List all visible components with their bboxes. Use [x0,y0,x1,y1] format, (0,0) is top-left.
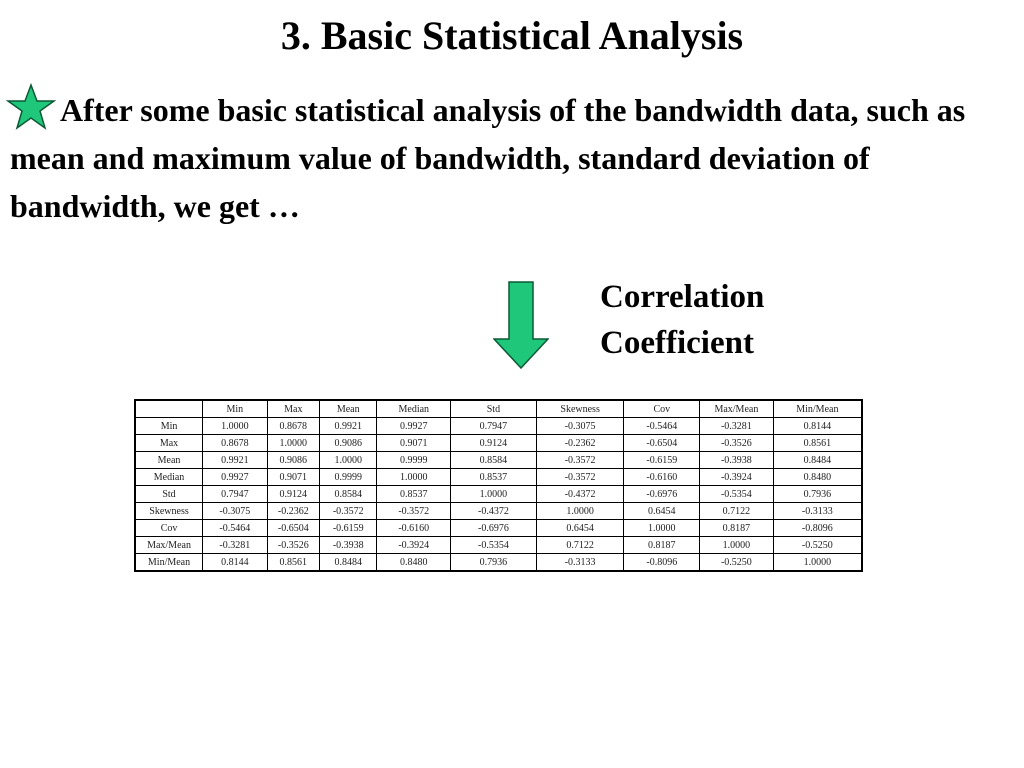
table-cell: 0.9086 [267,452,319,469]
table-cell: 1.0000 [320,452,377,469]
table-row [135,452,862,469]
table-row [135,537,862,554]
table-cell: -0.3572 [377,503,451,520]
table-cell: 0.7936 [773,486,862,503]
table-cell: 0.8678 [267,418,319,435]
table-cell: -0.6160 [377,520,451,537]
column-header: Min [203,400,268,418]
correlation-table [134,399,863,572]
table-cell: -0.3075 [536,418,624,435]
table-cell: -0.3572 [536,452,624,469]
column-header: Max/Mean [700,400,774,418]
table-row [135,469,862,486]
table-cell: 0.8537 [451,469,537,486]
table-cell: -0.3572 [320,503,377,520]
table-cell: -0.5464 [203,520,268,537]
table-cell: -0.3133 [536,554,624,572]
table-cell: 0.8187 [624,537,700,554]
row-header: Skewness [135,503,203,520]
table-header-row [135,400,862,418]
table-cell: 0.9124 [451,435,537,452]
table-cell: -0.3075 [203,503,268,520]
table-cell: 0.8584 [320,486,377,503]
table-cell: -0.3526 [700,435,774,452]
table-cell: -0.6504 [267,520,319,537]
table-cell: -0.3938 [700,452,774,469]
row-header: Cov [135,520,203,537]
table-cell: 0.8561 [773,435,862,452]
table-cell: 0.8678 [203,435,268,452]
table-cell: 0.9086 [320,435,377,452]
column-header: Median [377,400,451,418]
table-cell: -0.8096 [624,554,700,572]
table-cell: -0.6159 [624,452,700,469]
table-corner-cell [135,400,203,418]
table-cell: -0.3133 [773,503,862,520]
table-row [135,435,862,452]
table-cell: 0.6454 [624,503,700,520]
table-cell: 0.8484 [773,452,862,469]
column-header: Min/Mean [773,400,862,418]
table-cell: -0.6976 [624,486,700,503]
table-cell: 1.0000 [700,537,774,554]
label-line-2: Coefficient [600,325,754,361]
table-cell: 1.0000 [624,520,700,537]
table-cell: 0.9927 [377,418,451,435]
table-cell: -0.3924 [377,537,451,554]
table-cell: -0.3281 [700,418,774,435]
label-line-1: Correlation [600,279,765,315]
row-header: Mean [135,452,203,469]
column-header: Cov [624,400,700,418]
table-cell: 0.7947 [451,418,537,435]
table-cell: 0.7122 [536,537,624,554]
table-cell: 0.9921 [320,418,377,435]
table-cell: 0.9927 [203,469,268,486]
table-cell: 0.6454 [536,520,624,537]
correlation-coefficient-label [600,274,764,366]
column-header: Max [267,400,319,418]
table-cell: 0.7936 [451,554,537,572]
table-cell: -0.8096 [773,520,862,537]
down-arrow-icon [493,281,549,369]
table-cell: 1.0000 [773,554,862,572]
table-cell: -0.3924 [700,469,774,486]
table-row [135,503,862,520]
table-cell: -0.4372 [451,503,537,520]
table-cell: 0.8484 [320,554,377,572]
table-cell: -0.5354 [451,537,537,554]
table-cell: 0.9921 [203,452,268,469]
table-row [135,520,862,537]
table-cell: 1.0000 [536,503,624,520]
table-cell: 0.8537 [377,486,451,503]
table-cell: -0.2362 [267,503,319,520]
table-cell: 0.8584 [451,452,537,469]
table-cell: -0.5250 [700,554,774,572]
slide-title: 3. Basic Statistical Analysis [280,13,744,58]
row-header: Min/Mean [135,554,203,572]
table-row [135,486,862,503]
table-cell: 0.8480 [377,554,451,572]
table-cell: 0.9999 [377,452,451,469]
row-header: Min [135,418,203,435]
row-header: Median [135,469,203,486]
table-cell: 0.8480 [773,469,862,486]
table-cell: 0.9071 [377,435,451,452]
table-cell: -0.3526 [267,537,319,554]
row-header: Max/Mean [135,537,203,554]
table-cell: 0.9124 [267,486,319,503]
table-cell: 1.0000 [451,486,537,503]
table-cell: 1.0000 [267,435,319,452]
table-cell: 0.9071 [267,469,319,486]
table-cell: 0.7122 [700,503,774,520]
table-cell: -0.3281 [203,537,268,554]
bullet-paragraph: After some basic statistical analysis of the bandwidth data, such as mean and maximum value of bandwidth, standard deviation of bandwidth, we get … [10,92,966,224]
table-cell: -0.5250 [773,537,862,554]
table-cell: -0.6160 [624,469,700,486]
table-cell: 0.7947 [203,486,268,503]
table-cell: 0.8561 [267,554,319,572]
column-header: Std [451,400,537,418]
row-header: Std [135,486,203,503]
table-row [135,554,862,572]
table-cell: -0.5464 [624,418,700,435]
table-cell: -0.3938 [320,537,377,554]
table-cell: -0.5354 [700,486,774,503]
table-cell: -0.4372 [536,486,624,503]
table-cell: 1.0000 [203,418,268,435]
table-cell: -0.3572 [536,469,624,486]
table-row [135,418,862,435]
column-header: Skewness [536,400,624,418]
column-header: Mean [320,400,377,418]
table-cell: -0.6976 [451,520,537,537]
table-cell: -0.6504 [624,435,700,452]
table-cell: 1.0000 [377,469,451,486]
table-cell: 0.8144 [203,554,268,572]
row-header: Max [135,435,203,452]
table-cell: -0.6159 [320,520,377,537]
table-cell: 0.9999 [320,469,377,486]
table-cell: -0.2362 [536,435,624,452]
table-cell: 0.8144 [773,418,862,435]
table-cell: 0.8187 [700,520,774,537]
correlation-table-container [134,399,863,570]
